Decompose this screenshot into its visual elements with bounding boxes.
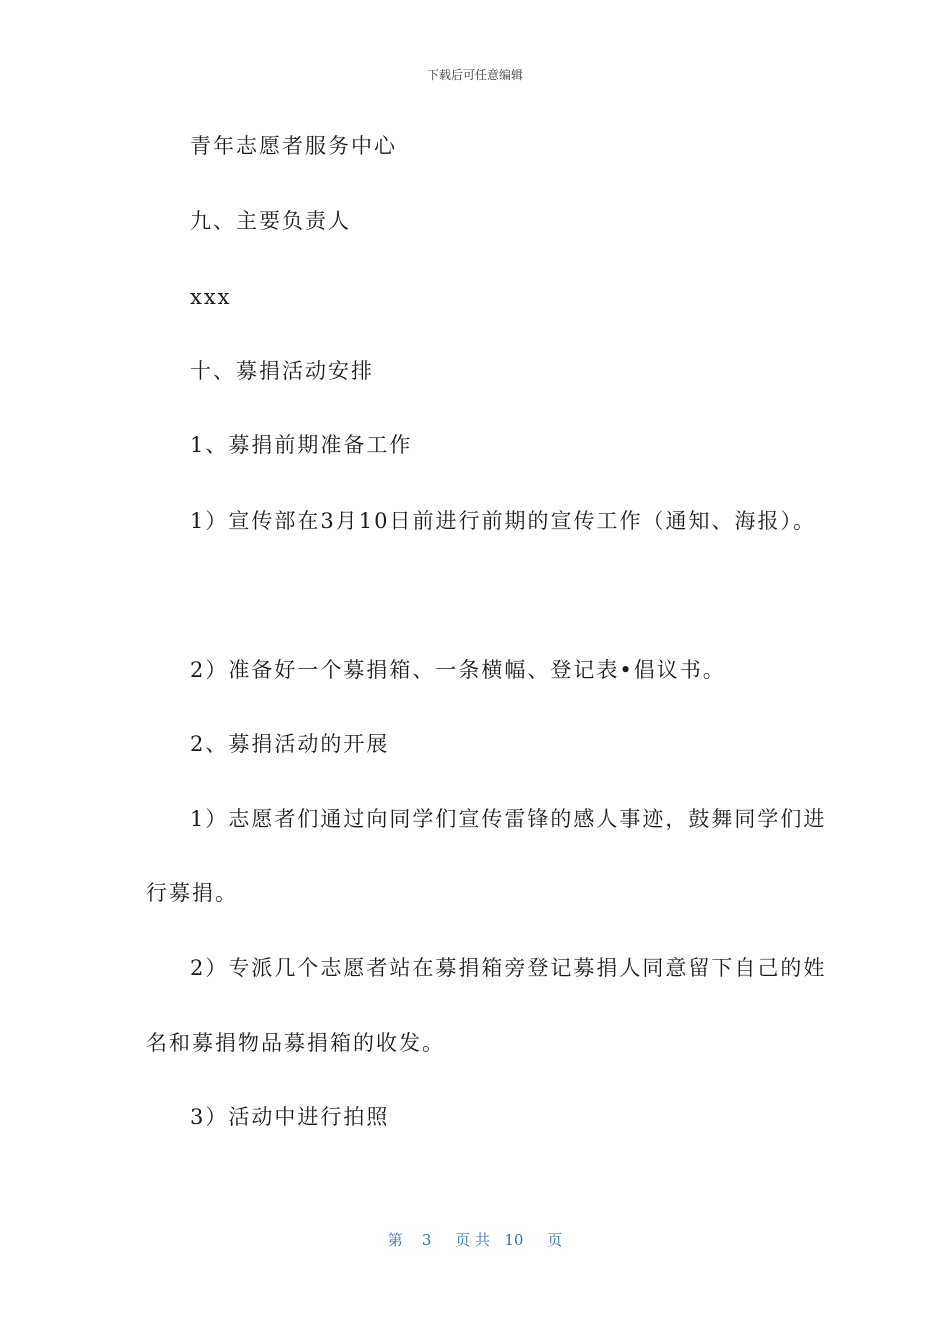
paragraph-line: 名和募捐物品募捐箱的收发。: [146, 1031, 445, 1055]
footer-middle: 页 共: [455, 1231, 490, 1249]
footer-prefix: 第: [387, 1231, 403, 1249]
section-heading: 十、募捐活动安排: [190, 359, 374, 383]
paragraph-line: 2）准备好一个募捐箱、一条横幅、登记表•倡议书。: [190, 658, 726, 682]
paragraph-line: 1）志愿者们通过向同学们宣传雷锋的感人事迹，鼓舞同学们进: [190, 807, 827, 831]
paragraph-line: 青年志愿者服务中心: [190, 134, 397, 158]
paragraph-line: xxx: [190, 285, 232, 309]
header-note: 下载后可任意编辑: [426, 68, 523, 82]
paragraph-line: 2）专派几个志愿者站在募捐箱旁登记募捐人同意留下自己的姓: [190, 956, 827, 980]
current-page-number: 3: [421, 1231, 432, 1249]
paragraph-line: 3）活动中进行拍照: [190, 1105, 390, 1129]
paragraph-line: 行募捐。: [146, 881, 238, 905]
total-page-count: 10: [504, 1231, 524, 1249]
footer-suffix: 页: [547, 1231, 563, 1249]
page-footer: [0, 1229, 950, 1250]
subsection-heading: 1、募捐前期准备工作: [190, 433, 413, 457]
paragraph-line: 1）宣传部在3月10日前进行前期的宣传工作（通知、海报）。: [190, 509, 816, 533]
section-heading: 九、主要负责人: [190, 209, 351, 233]
subsection-heading: 2、募捐活动的开展: [190, 732, 390, 756]
